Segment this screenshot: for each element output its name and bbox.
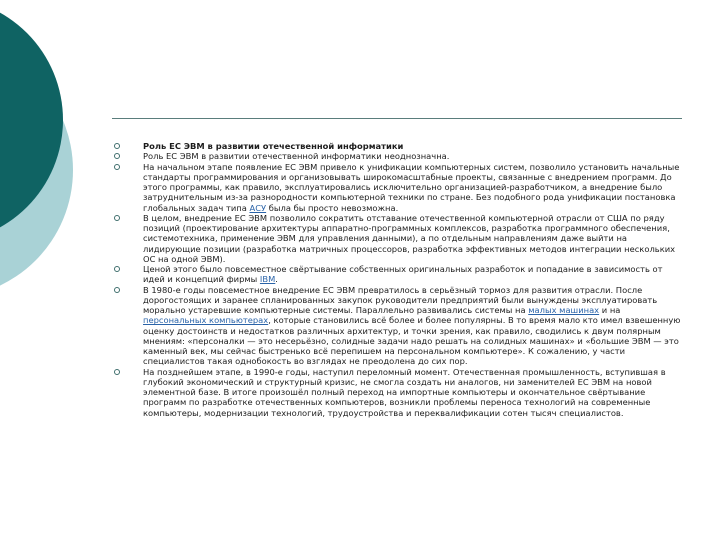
bullet-item-overall bbox=[112, 213, 686, 264]
bullet-item-initial-stage bbox=[112, 162, 686, 213]
personal-computers-link[interactable]: персональных компьютерах bbox=[143, 315, 269, 326]
paragraph-text: На начальном этапе появление ЕС ЭВМ привело к унификации компьютерных систем, позволило установить начальные стандарты программирования и организовывать широкомасштабные проекты, связанные с внедрением программ. До этого программы, как правило, эксплуатировались исключительно организацией-разработчиком, а внедрение было затруднительным из-за разнородности компьютерной техники по стране. Без подобного рода унификации постановка глобальных задач типа bbox=[143, 161, 680, 213]
ibm-link[interactable]: IBM bbox=[259, 274, 276, 285]
circle-bullet-icon bbox=[114, 369, 120, 375]
slide-body bbox=[112, 141, 686, 418]
bullet-item-cost bbox=[112, 264, 686, 285]
intro-text: Роль ЕС ЭВМ в развитии отечественной информатики неоднозначна. bbox=[143, 151, 450, 162]
circle-bullet-icon bbox=[114, 287, 120, 293]
heading-text: Роль ЕС ЭВМ в развитии отечественной информатики bbox=[143, 141, 404, 151]
asu-link[interactable]: АСУ bbox=[249, 202, 267, 213]
title-divider bbox=[112, 118, 682, 119]
paragraph-text: В 1980-е годы повсеместное внедрение ЕС ЭВМ превратилось в серьёзный тормоз для развития отрасли. После дорогостоящих и заранее спланированных закупок руководители предприятий были вынуждены эксплуатировать морально устаревшие компьютерные системы. Параллельно развивались системы на bbox=[143, 284, 658, 315]
circle-bullet-icon bbox=[114, 153, 120, 159]
small-machines-link[interactable]: малых машинах bbox=[528, 305, 600, 315]
circle-bullet-icon bbox=[114, 266, 120, 272]
paragraph-text: Ценой этого было повсеместное свёртывание собственных оригинальных разработок и попадание в зависимость от идей и концепций фирмы bbox=[143, 264, 663, 285]
bullet-item-1990s bbox=[112, 367, 686, 418]
paragraph-text: . bbox=[275, 274, 278, 285]
circle-bullet-icon bbox=[114, 164, 120, 170]
decorative-circles bbox=[0, 0, 130, 300]
paragraph-text: В целом, внедрение ЕС ЭВМ позволило сократить отставание отечественной компьютерной отрасли от США по ряду позиций (проектирование архитектуры аппаратно-программных комплексов, разработка программного обеспечения, системотехника, применение ЭВМ для управления данными), а по отдельным направлениям даже выйти на лидирующие позиции (разработка матричных процессоров, разработка эффективных методов интеграции нескольких ОС на одной ЭВМ). bbox=[143, 212, 676, 264]
circle-bullet-icon bbox=[114, 143, 120, 149]
bullet-item-intro bbox=[112, 151, 686, 161]
paragraph-text: На позднейшем этапе, в 1990-е годы, наступил переломный момент. Отечественная промышленность, вступившая в глубокий экономический и структурный кризис, не смогла создать ни аналогов, ни заменителей ЕС ЭВМ на новой элементной базе. В итоге произошёл полный переход на импортные компьютеры и окончательное свёртывание программ по разработке отечественных компьютеров, возникли проблемы переноса технологий на современные компьютеры, модернизации технологий, трудоустройства и переквалификации сотен тысяч специалистов. bbox=[143, 366, 666, 418]
bullet-item-heading bbox=[112, 141, 686, 151]
paragraph-text: была бы просто невозможна. bbox=[266, 202, 399, 213]
paragraph-text: , которые становились всё более и более популярны. В то время мало кто имел взвешенную оценку достоинств и недостатков различных архитектур, и точки зрения, как правило, сводились к двум полярным мнениям: «персоналки — это несерьёзно, солидные задачи надо решать на солидных машинах» и «большие ЭВМ — это каменный век, мы сейчас быстренько всё перепишем на персональном компьютере». К сожалению, у части специалистов такая однобокость во взглядах не преодолена до сих пор. bbox=[143, 315, 681, 367]
paragraph-text: и на bbox=[599, 305, 621, 315]
circle-bullet-icon bbox=[114, 215, 120, 221]
bullet-item-1980s bbox=[112, 285, 686, 367]
